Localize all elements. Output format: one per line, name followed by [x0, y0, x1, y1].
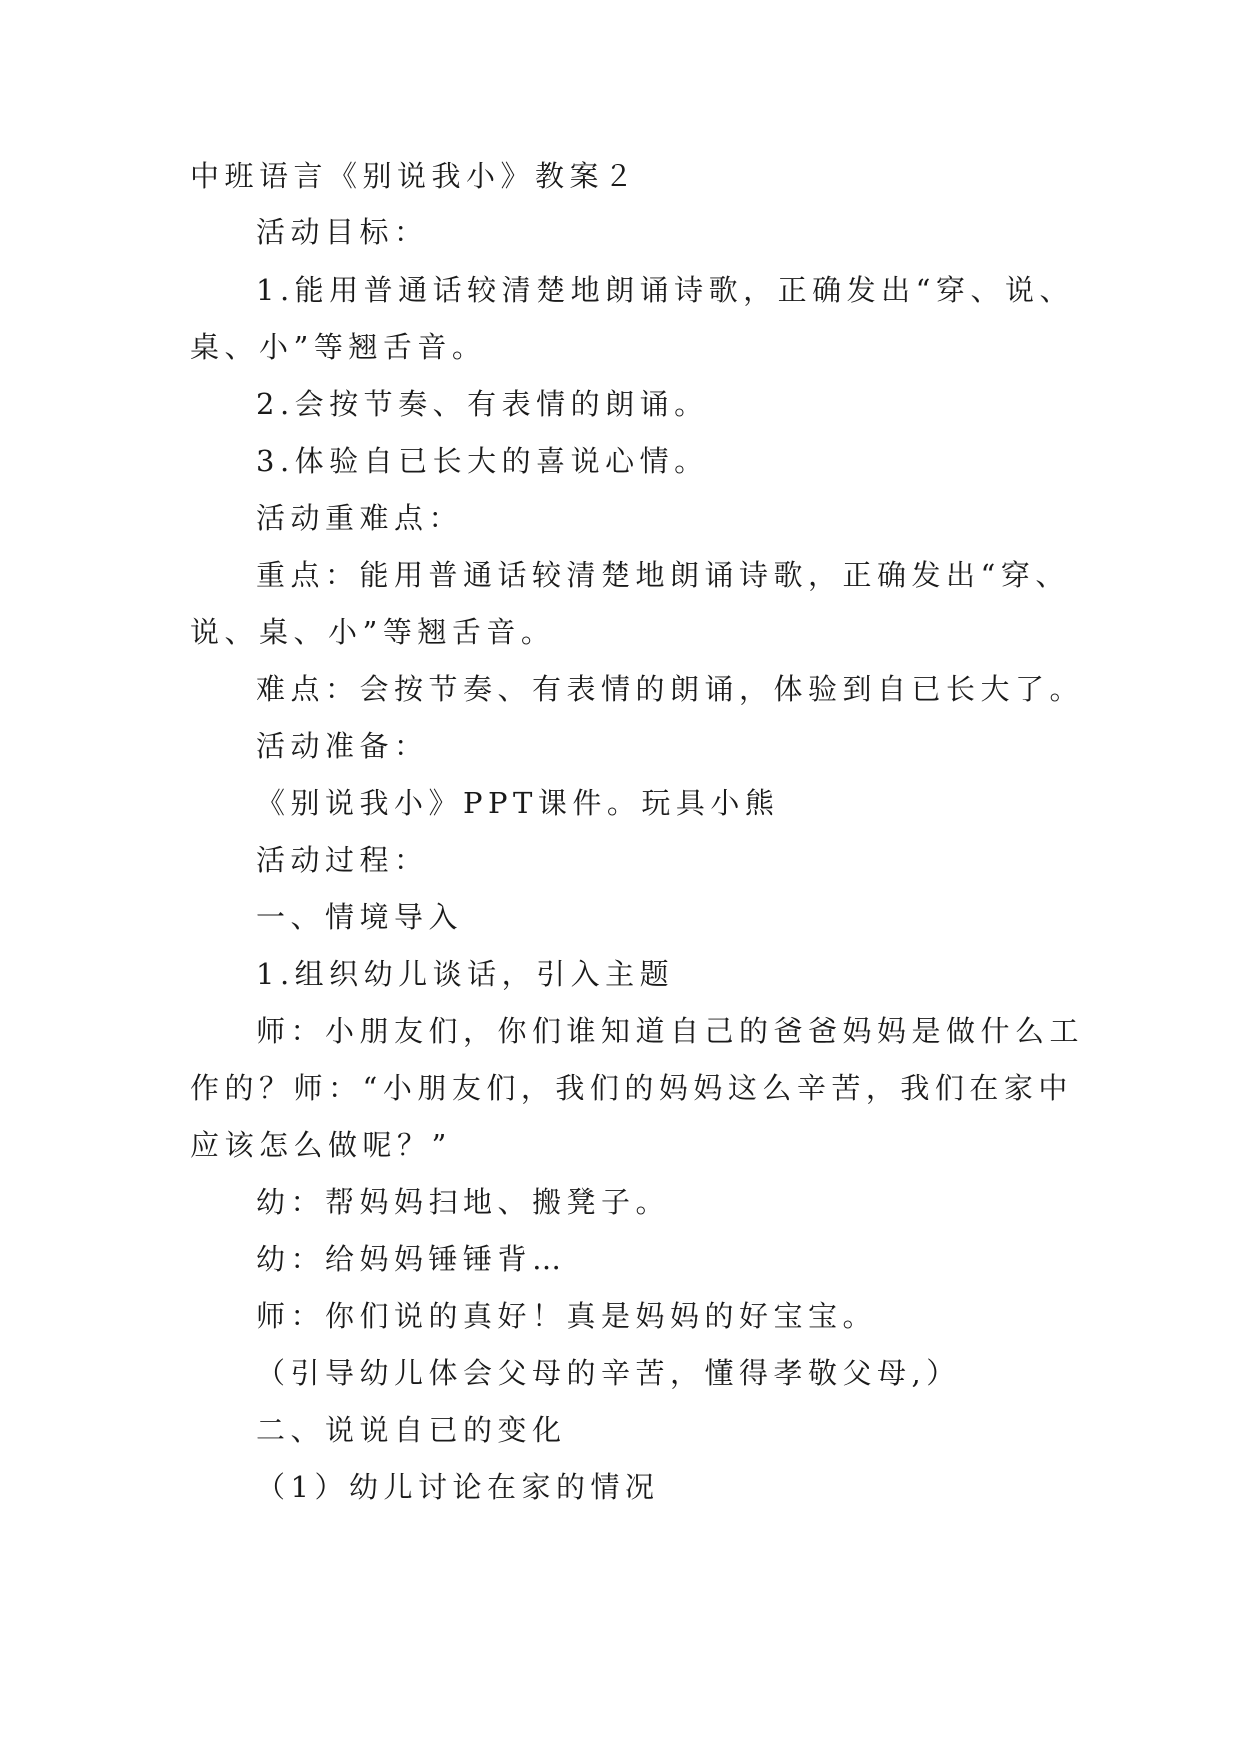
child-reply-1: 幼：帮妈妈扫地、搬凳子。 [256, 1185, 671, 1219]
teacher-line-1: 师：小朋友们，你们谁知道自己的爸爸妈妈是做什么工 [256, 1014, 1085, 1048]
section-1-heading: 一、情境导入 [256, 900, 464, 934]
document-title: 中班语言《别说我小》教案２ [190, 159, 639, 193]
goal-3: 3.体验自已长大的喜说心情。 [256, 444, 709, 478]
heading-process: 活动过程： [256, 843, 429, 877]
heading-activity-goals: 活动目标： [256, 215, 429, 249]
child-reply-2: 幼：给妈妈锤锤背… [256, 1242, 567, 1276]
preparation-materials: 《别说我小》PPT课件。玩具小熊 [256, 786, 780, 820]
key-point-line-1: 重点：能用普通话较清楚地朗诵诗歌，正确发出“穿、 [256, 558, 1070, 592]
guidance-note: （引导幼儿体会父母的辛苦，懂得孝敬父母,） [256, 1356, 961, 1390]
heading-key-difficult-points: 活动重难点： [256, 501, 464, 535]
difficult-point: 难点：会按节奏、有表情的朗诵，体验到自已长大了。 [256, 672, 1085, 706]
goal-1-line-2: 桌、小”等翘舌音。 [190, 330, 487, 364]
section-2-heading: 二、说说自已的变化 [256, 1413, 567, 1447]
teacher-line-2: 作的？师：“小朋友们，我们的妈妈这么辛苦，我们在家中 [190, 1071, 1073, 1105]
key-point-line-2: 说、桌、小”等翘舌音。 [190, 615, 556, 649]
heading-preparation: 活动准备： [256, 729, 429, 763]
goal-2: 2.会按节奏、有表情的朗诵。 [256, 387, 709, 421]
teacher-praise: 师：你们说的真好！真是妈妈的好宝宝。 [256, 1299, 878, 1333]
teacher-line-3: 应该怎么做呢？” [190, 1128, 452, 1162]
discussion-item-1: （1）幼儿讨论在家的情况 [256, 1470, 660, 1504]
step-1: 1.组织幼儿谈话，引入主题 [256, 957, 675, 991]
goal-1-line-1: 1.能用普通话较清楚地朗诵诗歌，正确发出“穿、说、 [256, 273, 1074, 307]
